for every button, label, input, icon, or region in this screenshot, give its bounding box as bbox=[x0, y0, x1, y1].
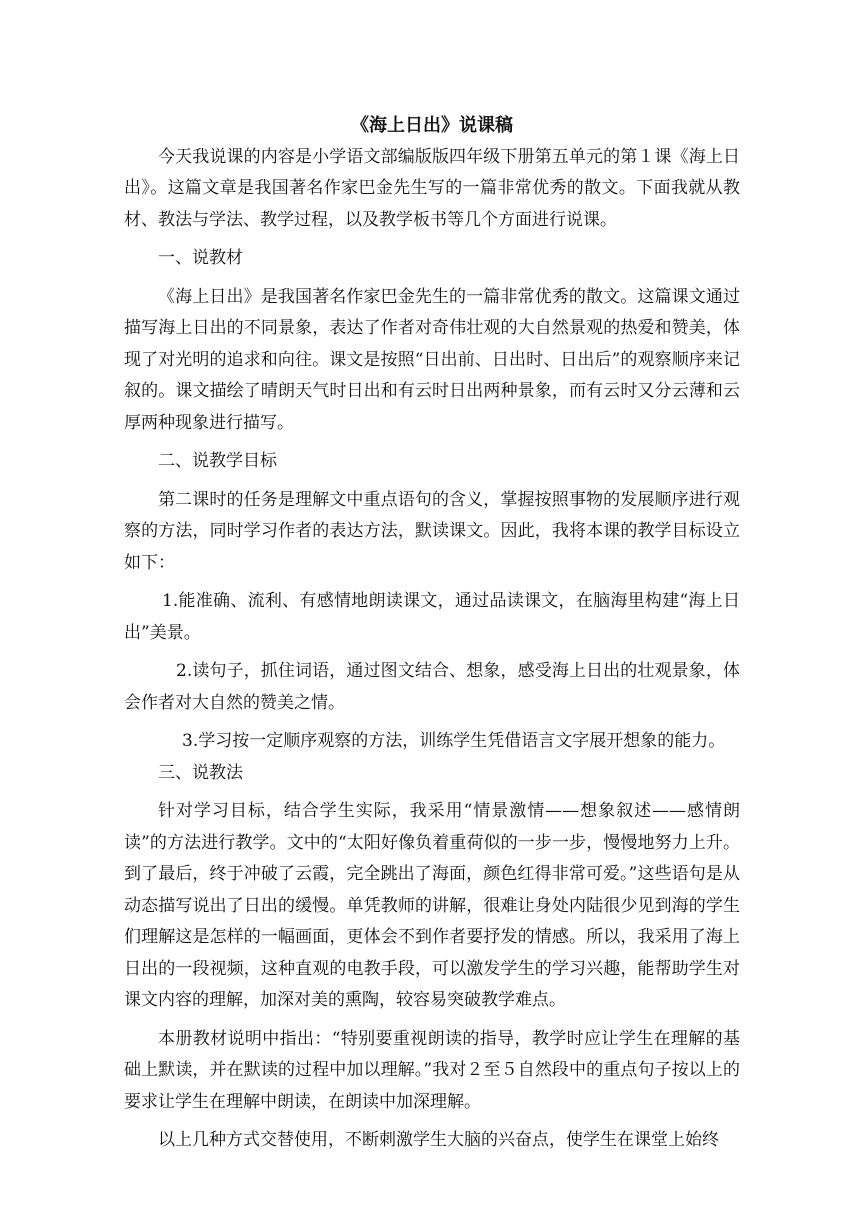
closing-paragraph: 以上几种方式交替使用，不断刺激学生大脑的兴奋点，使学生在课堂上始终 bbox=[158, 1130, 719, 1150]
section-heading-objectives: 二、说教学目标 bbox=[158, 451, 277, 471]
textbook-paragraph: 《海上日出》是我国著名作家巴金先生的一篇非常优秀的散文。这篇课文通过描写海上日出的不同景象，表达了作者对奇伟壮观的大自然景观的热爱和赞美，体现了对光明的追求和向往。课文是按照“日出前、日出时、日出后”的观察顺序来记叙的。课文描绘了晴朗天气时日出和有云时日出两种景象，而有云时又分云薄和云厚两种现象进行描写。 bbox=[124, 286, 740, 433]
objective-item-3: 3.学习按一定顺序观察的方法，训练学生凭借语言文字展开想象的能力。 bbox=[182, 731, 726, 751]
methods-paragraph: 针对学习目标，结合学生实际，我采用“情景激情——想象叙述——感情朗读”的方法进行教学。文中的“太阳好像负着重荷似的一步一步，慢慢地努力上升。到了最后，终于冲破了云霞，完全跳出了海面，颜色红得非常可爱。”这些语句是从动态描写说出了日出的缓慢。单凭教师的讲解，很难让身处内陆很少见到海的学生们理解这是怎样的一幅画面，更体会不到作者要抒发的情感。所以，我采用了海上日出的一段视频，这种直观的电教手段，可以激发学生的学习兴趣，能帮助学生对课文内容的理解，加深对美的熏陶，较容易突破教学难点。 bbox=[124, 801, 740, 1010]
intro-paragraph: 今天我说课的内容是小学语文部编版版四年级下册第五单元的第１课《海上日出》。这篇文章是我国著名作家巴金先生写的一篇非常优秀的散文。下面我就从教材、教法与学法、教学过程，以及教学板书等几个方面进行说课。 bbox=[124, 146, 740, 230]
objective-item-1: 1.能准确、流利、有感情地朗读课文，通过品读课文，在脑海里构建“海上日出”美景。 bbox=[124, 591, 740, 643]
reading-guidance-paragraph: 本册教材说明中指出：“特别要重视朗读的指导，教学时应让学生在理解的基础上默读，并在默读的过程中加以理解。”我对２至５自然段中的重点句子按以上的要求让学生在理解中朗读，在朗读中加深理解。 bbox=[124, 1028, 740, 1112]
document-body bbox=[124, 110, 740, 1157]
section-heading-textbook: 一、说教材 bbox=[158, 248, 243, 268]
objectives-paragraph: 第二课时的任务是理解文中重点语句的含义，掌握按照事物的发展顺序进行观察的方法，同时学习作者的表达方法，默读课文。因此，我将本课的教学目标设立如下： bbox=[124, 489, 740, 573]
section-heading-methods: 三、说教法 bbox=[158, 762, 243, 783]
objective-item-2: 2.读句子，抓住词语，通过图文结合、想象，感受海上日出的壮观景象，体会作者对大自然的赞美之情。 bbox=[124, 661, 740, 713]
document-title: 《海上日出》说课稿 bbox=[351, 115, 513, 136]
